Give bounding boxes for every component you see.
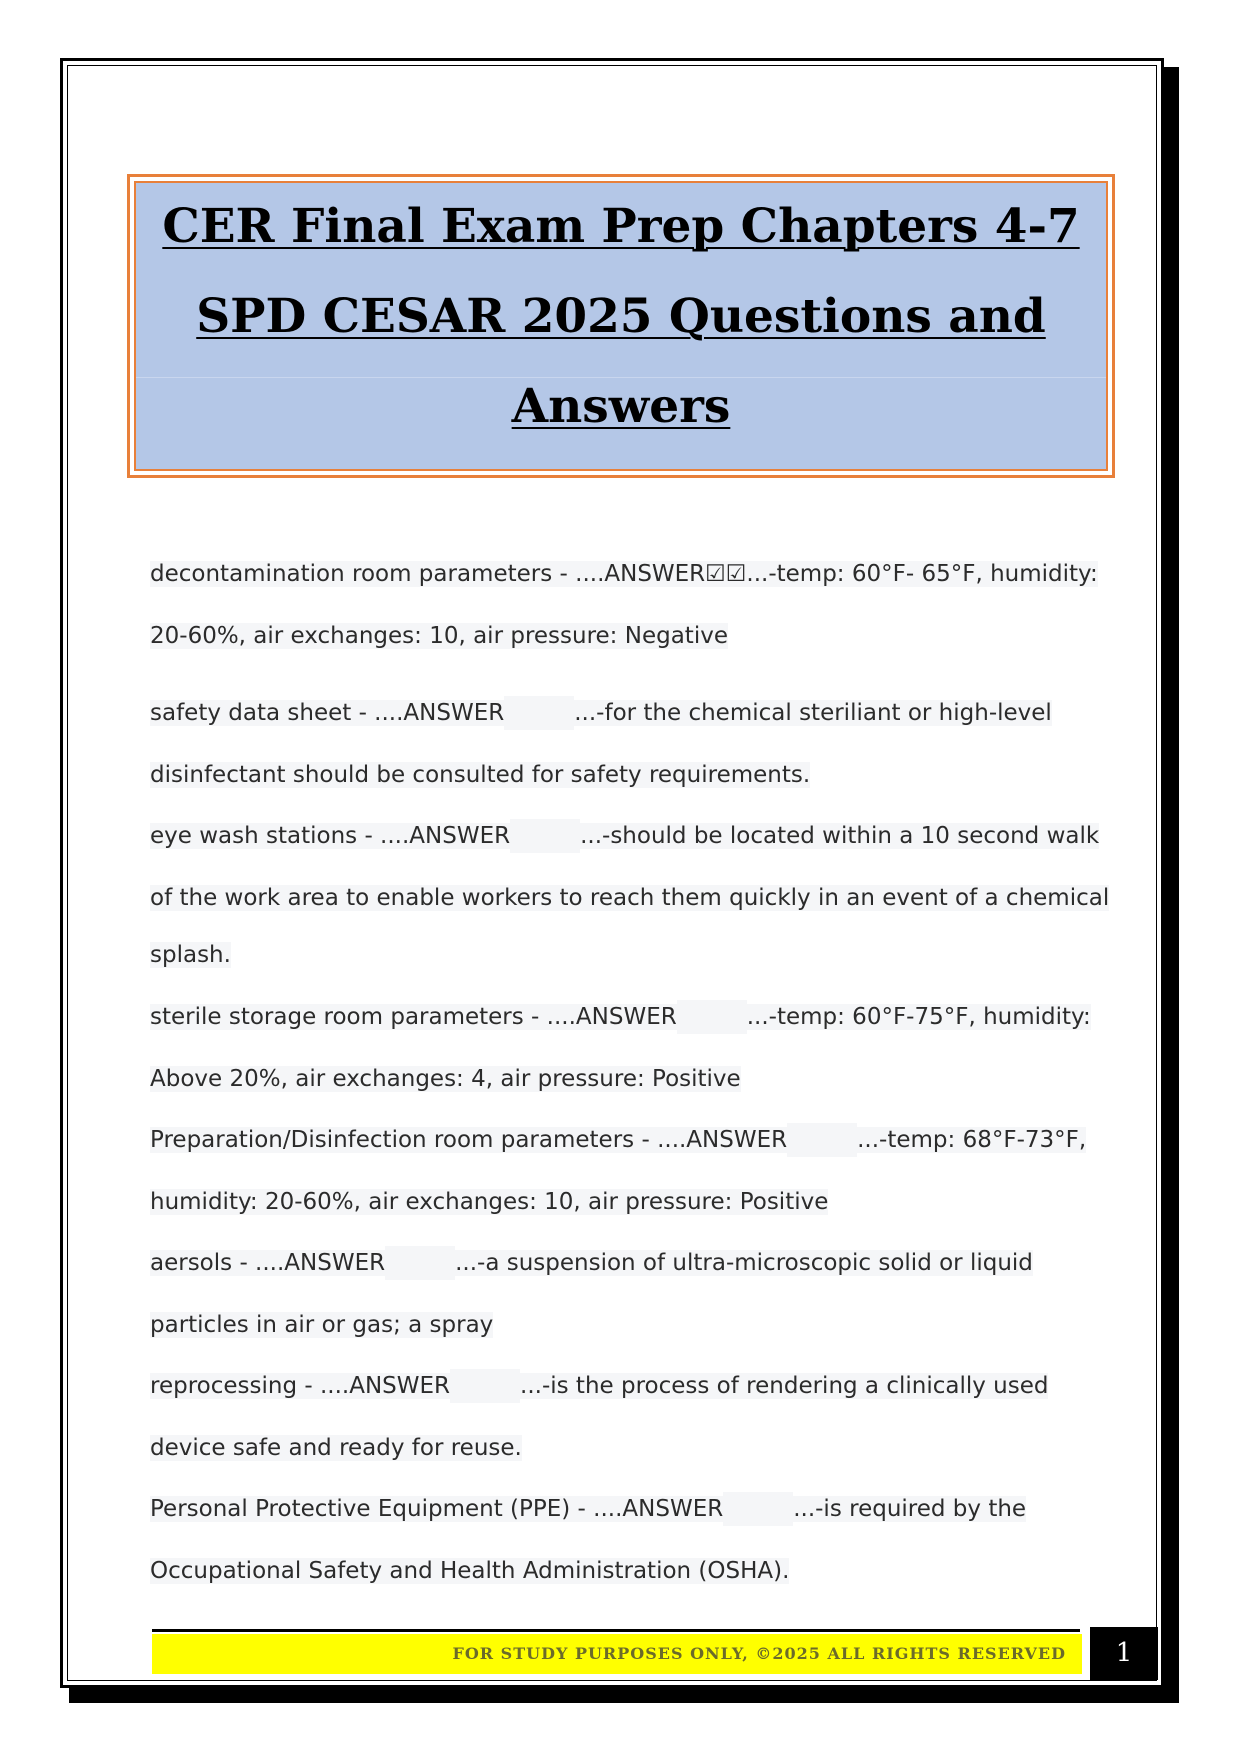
entry-sterile-storage-line-2 bbox=[150, 1062, 741, 1096]
entry-preparation-line-2 bbox=[150, 1185, 828, 1219]
entry-answer-text: ...-is the process of rendering a clinically used bbox=[520, 1373, 1049, 1399]
entry-safety-data-sheet-line-1 bbox=[150, 696, 1052, 730]
answer-gap bbox=[510, 819, 580, 853]
page-number: 1 bbox=[1090, 1627, 1158, 1680]
entry-answer-text: ...-for the chemical steriliant or high-level bbox=[574, 700, 1052, 726]
entry-answer-text: ...-is required by the bbox=[793, 1496, 1027, 1522]
entry-question: eye wash stations - ....ANSWER bbox=[150, 823, 511, 849]
entry-answer-text: ...-temp: 60°F-75°F, humidity: bbox=[746, 1004, 1091, 1030]
entry-aersols-line-2 bbox=[150, 1308, 493, 1342]
title-line-3: Answers bbox=[511, 379, 731, 434]
entry-eye-wash-line-1 bbox=[150, 819, 1099, 853]
entry-aersols-line-1 bbox=[150, 1246, 1033, 1280]
answer-gap bbox=[787, 1123, 857, 1157]
title-box bbox=[127, 174, 1115, 478]
entry-question-answer: decontamination room parameters - ....ANSWER☑☑...-temp: 60°F- 65°F, humidity: bbox=[150, 561, 1098, 587]
entry-question: safety data sheet - ....ANSWER bbox=[150, 700, 505, 726]
answer-gap bbox=[723, 1492, 793, 1526]
entry-preparation-line-1 bbox=[150, 1123, 1086, 1157]
entry-answer-text: ...-should be located within a 10 second walk bbox=[580, 823, 1100, 849]
entry-answer-text: ...-temp: 68°F-73°F, bbox=[857, 1127, 1087, 1153]
entry-answer-text: humidity: 20-60%, air exchanges: 10, air pressure: Positive bbox=[150, 1189, 829, 1215]
entry-ppe-line-2 bbox=[150, 1554, 789, 1588]
entry-answer-text: splash. bbox=[150, 942, 231, 968]
entry-answer-text: particles in air or gas; a spray bbox=[150, 1312, 494, 1338]
entry-question: reprocessing - ....ANSWER bbox=[150, 1373, 451, 1399]
entry-answer-text: Occupational Safety and Health Administration (OSHA). bbox=[150, 1558, 790, 1584]
title-line-2: SPD CESAR 2025 Questions and bbox=[196, 289, 1046, 344]
entry-safety-data-sheet-line-2 bbox=[150, 758, 810, 792]
entry-sterile-storage-line-1 bbox=[150, 1000, 1091, 1034]
entry-decontamination-line-2 bbox=[150, 619, 728, 653]
entry-answer-text: disinfectant should be consulted for safety requirements. bbox=[150, 762, 811, 788]
entry-ppe-line-1 bbox=[150, 1492, 1026, 1526]
entry-answer-text: ...-a suspension of ultra-microscopic solid or liquid bbox=[455, 1250, 1033, 1276]
footer-rule bbox=[152, 1629, 1080, 1632]
entry-answer-text: device safe and ready for reuse. bbox=[150, 1435, 522, 1461]
entry-answer-text: Above 20%, air exchanges: 4, air pressure: Positive bbox=[150, 1066, 741, 1092]
answer-gap bbox=[450, 1369, 520, 1403]
entry-question: aersols - ....ANSWER bbox=[150, 1250, 386, 1276]
title-separator bbox=[136, 377, 1106, 378]
footer-notice: FOR STUDY PURPOSES ONLY, ©2025 ALL RIGHTS RESERVED bbox=[152, 1634, 1082, 1674]
entry-answer-text: 20-60%, air exchanges: 10, air pressure: Negative bbox=[150, 623, 728, 649]
entry-eye-wash-line-2 bbox=[150, 881, 1109, 915]
entry-answer-text: of the work area to enable workers to reach them quickly in an event of a chemical bbox=[150, 885, 1110, 911]
entry-reprocessing-line-1 bbox=[150, 1369, 1048, 1403]
title-line-1: CER Final Exam Prep Chapters 4-7 bbox=[162, 199, 1080, 254]
answer-gap bbox=[504, 696, 574, 730]
answer-gap bbox=[385, 1246, 455, 1280]
entry-question: sterile storage room parameters - ....ANSWER bbox=[150, 1004, 677, 1030]
title-box-inner bbox=[134, 181, 1108, 471]
answer-gap bbox=[677, 1000, 747, 1034]
entry-question: Preparation/Disinfection room parameters - ....ANSWER bbox=[150, 1127, 788, 1153]
entry-decontamination-line-1 bbox=[150, 557, 1098, 591]
entry-eye-wash-line-3 bbox=[150, 938, 231, 972]
entry-question: Personal Protective Equipment (PPE) - ....ANSWER bbox=[150, 1496, 724, 1522]
entry-reprocessing-line-2 bbox=[150, 1431, 522, 1465]
